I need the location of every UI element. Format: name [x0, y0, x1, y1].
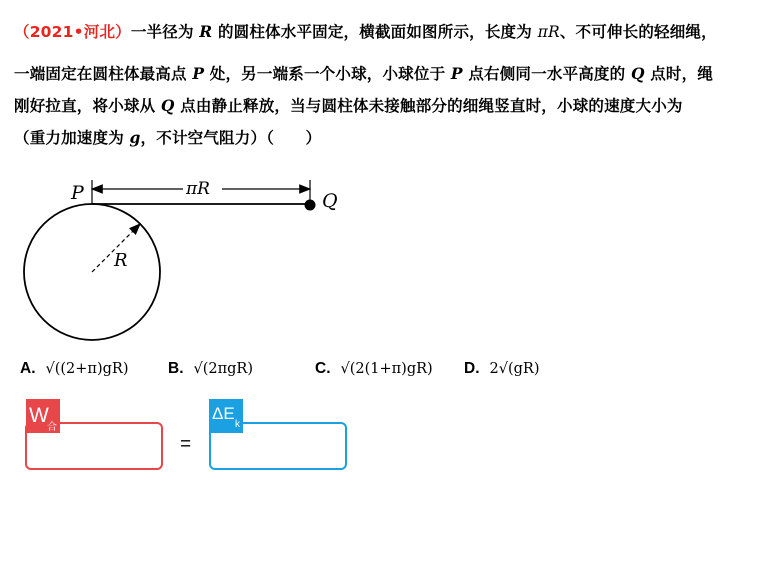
label-radius: R [114, 250, 128, 271]
question-source: （2021•河北） [14, 23, 131, 41]
question-line-3: 刚好拉直，将小球从 Q 点由静止释放，当与圆柱体未接触部分的细绳竖直时，小球的速度大小为 [14, 96, 683, 115]
option-a[interactable]: A. √((2+π)gR) [20, 360, 129, 377]
option-d[interactable]: D. 2√(gR) [464, 360, 540, 377]
question-line-4: （重力加速度为 g，不计空气阻力）（ ） [14, 128, 322, 147]
question-line-1: （2021•河北）一半径为 R 的圆柱体水平固定，横截面如图所示，长度为 πR、不可伸长的轻细绳， [14, 22, 717, 41]
label-q: Q [322, 190, 338, 212]
kinetic-energy-label: ΔE k [209, 399, 243, 433]
option-c[interactable]: C. √(2(1+π)gR) [315, 360, 433, 377]
equals-sign: = [180, 434, 192, 455]
option-b[interactable]: B. √(2πgR) [168, 360, 254, 377]
question-line-2: 一端固定在圆柱体最高点 P 处，另一端系一个小球，小球位于 P 点右侧同一水平高度的 Q 点时，绳 [14, 64, 714, 83]
label-p: P [71, 182, 84, 204]
work-label: W 合 [26, 399, 60, 433]
label-length: πR [186, 179, 210, 199]
ball-q [305, 200, 316, 211]
